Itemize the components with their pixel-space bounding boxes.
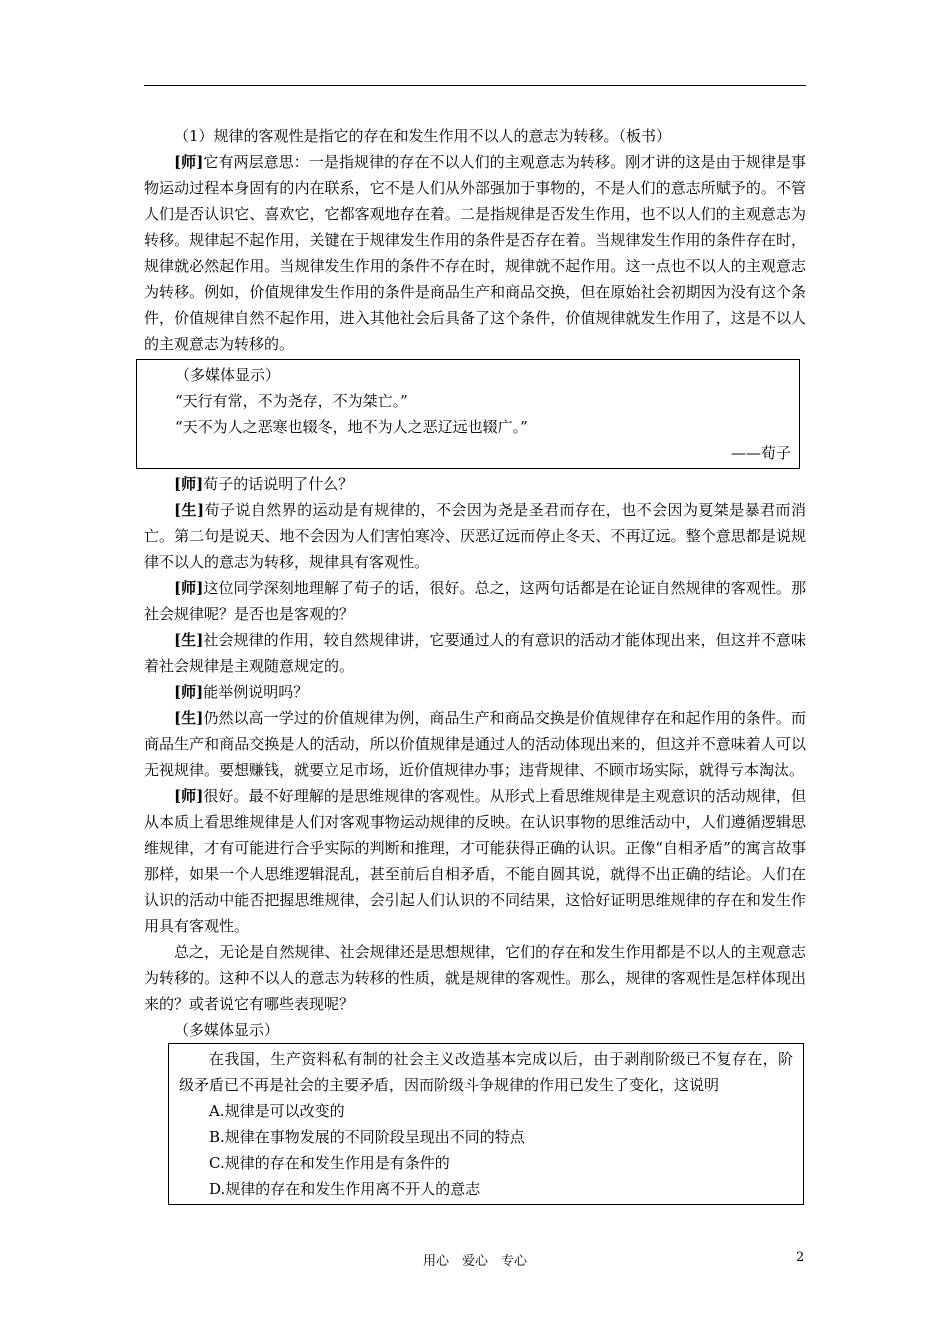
option-b: B.规律在事物发展的不同阶段呈现出不同的特点 xyxy=(209,1128,525,1146)
speaker-label: [师] xyxy=(174,579,204,597)
box-heading: （多媒体显示） xyxy=(175,366,281,384)
header-rule xyxy=(144,85,806,86)
dialog-text: 很好。最不好理解的是思维规律的客观性。从形式上看思维规律是主观意识的活动规律，但从本质上看思维规律是人们对客观事物运动规律的反映。在认识事物的思维活动中，人们遵循逻辑思维规律，才有可能进行合乎实际的判断和推理，才可能获得正确的认识。正像“自相矛盾”的寓言故事那样，如果一个人思维逻辑混乱，甚至前后自相矛盾，不能自圆其说，就得不出正确的结论。人们在认识的活动中能否把握思维规律，会引起人们认识的不同结果，这恰好证明思维规律的存在和发生作用具有客观性。 xyxy=(144,787,806,935)
speaker-label: [生] xyxy=(174,631,204,649)
paragraph-text: 它有两层意思：一是指规律的存在不以人们的主观意志为转移。刚才讲的这是由于规律是事物运动过程本身固有的内在联系，它不是人们从外部强加于事物的，不是人们的意志所赋予的。不管人们是否认识它、喜欢它，它都客观地存在着。二是指规律是否发生作用，也不以人们的主观意志为转移。规律起不起作用，关键在于规律发生作用的条件是否存在着。当规律发生作用的条件存在时，规律就必然起作用。当规律发生作用的条件不存在时，规律就不起作用。这一点也不以人的主观意志为转移。例如，价值规律发生作用的条件是商品生产和商品交换，但在原始社会初期因为没有这个条件，价值规律自然不起作用，进入其他社会后具备了这个条件，价值规律就发生作用了，这是不以人的主观意志为转移的。 xyxy=(144,153,806,353)
dialog-line xyxy=(144,679,806,705)
speaker-label: [师] xyxy=(174,787,204,805)
dialog-text: 荀子的话说明了什么？ xyxy=(203,475,354,493)
speaker-label: [师] xyxy=(174,475,204,493)
dialog-text: 能举例说明吗？ xyxy=(203,683,309,701)
option-a: A.规律是可以改变的 xyxy=(209,1102,345,1120)
paragraph-teacher-explanation xyxy=(144,149,806,357)
dialog-text: 社会规律的作用，较自然规律讲，它要通过人的有意识的活动才能体现出来，但这并不意味着社会规律是主观随意规定的。 xyxy=(144,631,806,675)
dialog-text: 荀子说自然界的运动是有规律的，不会因为尧是圣君而存在，也不会因为夏桀是暴君而消亡。第二句是说天、地不会因为人们害怕寒冷、厌恶辽远而停止冬天、不再辽远。整个意思都是说规律不以人的意志为转移，规律具有客观性。 xyxy=(144,501,806,571)
quote-line-2: “天不为人之恶寒也辍冬，地不为人之恶辽远也辍广。” xyxy=(175,418,528,436)
option-c: C.规律的存在和发生作用是有条件的 xyxy=(209,1154,450,1172)
dialog-line xyxy=(144,627,806,679)
dialog-text: 仍然以高一学过的价值规律为例，商品生产和商品交换是价值规律存在和起作用的条件。而商品生产和商品交换是人的活动，所以价值规律是通过人的活动体现出来的，但这并不意味着人可以无视规律。要想赚钱，就要立足市场，近价值规律办事；违背规律、不顾市场实际，就得亏本淘汰。 xyxy=(144,709,806,779)
footer-slogan: 用心 爱心 专心 xyxy=(422,1254,527,1269)
box-heading: （多媒体显示） xyxy=(174,1021,280,1039)
option-d: D.规律的存在和发生作用离不开人的意志 xyxy=(209,1180,481,1198)
quote-attribution: ——荀子 xyxy=(730,444,791,462)
multimedia-box-question xyxy=(168,1043,804,1205)
dialog-text: 这位同学深刻地理解了荀子的话，很好。总之，这两句话都是在论证自然规律的客观性。那社会规律呢？是否也是客观的？ xyxy=(144,579,806,623)
multimedia-box-quote xyxy=(136,359,800,469)
quote-line-1: “天行有常，不为尧存，不为桀亡。” xyxy=(175,392,408,410)
question-stem: 在我国，生产资料私有制的社会主义改造基本完成以后，由于剥削阶级已不复存在，阶级矛盾已不再是社会的主要矛盾，因而阶级斗争规律的作用已发生了变化，这说明 xyxy=(179,1050,793,1094)
document-body xyxy=(144,123,806,1205)
speaker-label: [生] xyxy=(174,501,205,519)
page-number: 2 xyxy=(796,1250,805,1265)
dialog-line xyxy=(144,783,806,939)
speaker-label: [师] xyxy=(174,683,204,701)
paragraph-heading: （1）规律的客观性是指它的存在和发生作用不以人的意志为转移。（板书） xyxy=(174,127,672,145)
dialog-line xyxy=(144,497,806,575)
dialog-line xyxy=(144,705,806,783)
dialog-line xyxy=(144,575,806,627)
dialog-line xyxy=(144,471,806,497)
speaker-label: [师] xyxy=(174,153,204,171)
speaker-label: [生] xyxy=(174,709,204,727)
paragraph-summary: 总之，无论是自然规律、社会规律还是思想规律，它们的存在和发生作用都是不以人的主观意志为转移的。这种不以人的意志为转移的性质，就是规律的客观性。那么，规律的客观性是怎样体现出来的？或者说它有哪些表现呢？ xyxy=(144,943,806,1013)
